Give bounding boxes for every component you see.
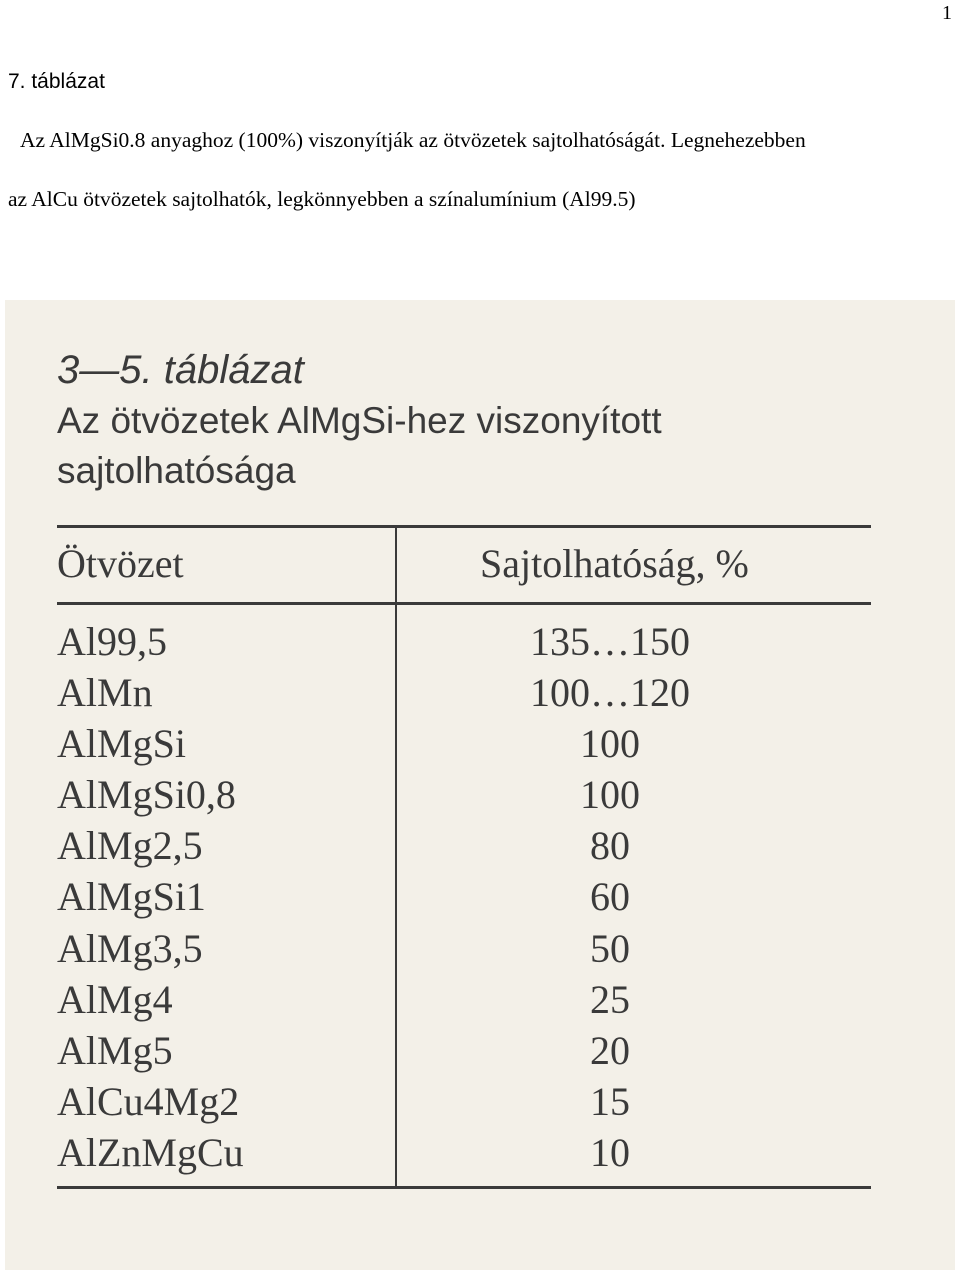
table-row [5, 769, 955, 820]
value-cell: 25 [590, 976, 630, 1022]
table-header-rule [57, 602, 871, 605]
alloy-cell: AlCu4Mg2 [57, 1078, 240, 1124]
table-top-rule [57, 525, 871, 528]
alloy-cell: AlMg2,5 [57, 823, 203, 869]
table-caption: 7. táblázat [8, 70, 105, 93]
table-row [5, 718, 955, 769]
value-cell: 100 [580, 721, 640, 767]
table-row [5, 871, 955, 922]
page-number: 1 [942, 2, 952, 24]
table-row [5, 667, 955, 718]
alloy-cell: AlMgSi1 [57, 874, 206, 920]
alloy-cell: AlMg3,5 [57, 925, 203, 971]
table-row [5, 1127, 955, 1178]
table-bottom-rule [57, 1186, 871, 1189]
alloy-cell: AlZnMgCu [57, 1129, 244, 1175]
value-cell: 50 [590, 925, 630, 971]
scanned-table-image [5, 300, 955, 1270]
table-row [5, 616, 955, 667]
alloy-cell: AlMg4 [57, 976, 173, 1022]
alloy-cell: AlMg5 [57, 1027, 173, 1073]
alloy-cell: AlMgSi0,8 [57, 772, 236, 818]
table-body [5, 616, 955, 1178]
value-cell: 100 [580, 772, 640, 818]
column-header-pressability: Sajtolhatóság, % [480, 541, 749, 586]
value-cell: 20 [590, 1027, 630, 1073]
scan-table-title-cont: sajtolhatósága [57, 450, 296, 491]
column-header-alloy: Ötvözet [57, 541, 184, 586]
value-cell: 80 [590, 823, 630, 869]
value-cell: 15 [590, 1078, 630, 1124]
table-row [5, 1076, 955, 1127]
scan-table-title: Az ötvözetek AlMgSi-hez viszonyított [57, 400, 662, 441]
value-cell: 135…150 [530, 619, 690, 664]
table-row [5, 923, 955, 974]
alloy-cell: AlMn [57, 670, 153, 716]
value-cell: 100…120 [530, 670, 690, 716]
table-row [5, 1025, 955, 1076]
alloy-cell: AlMgSi [57, 721, 186, 767]
table-row [5, 820, 955, 871]
value-cell: 10 [590, 1129, 630, 1175]
alloy-cell: Al99,5 [57, 619, 167, 664]
scan-table-number: 3—5. táblázat [57, 348, 304, 392]
intro-text-line-2: az AlCu ötvözetek sajtolhatók, legkönnyebben a színalumínium (Al99.5) [8, 187, 636, 211]
table-row [5, 974, 955, 1025]
value-cell: 60 [590, 874, 630, 920]
intro-text-line-1: Az AlMgSi0.8 anyaghoz (100%) viszonyítják az ötvözetek sajtolhatóságát. Legnehezebben [20, 128, 806, 152]
